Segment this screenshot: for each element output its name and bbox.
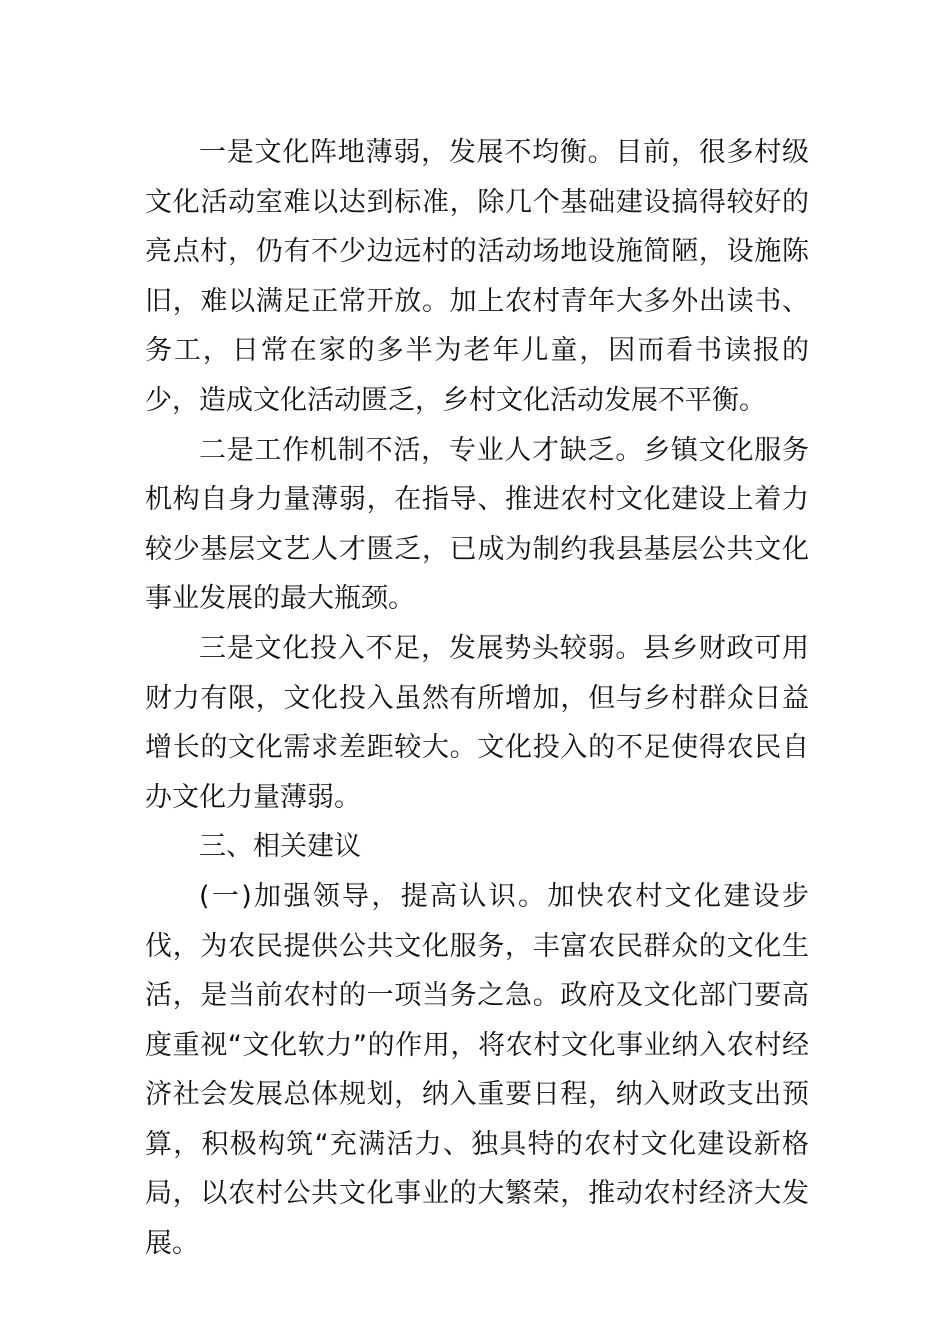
section-heading-suggestions: 三、相关建议 xyxy=(199,831,361,863)
paragraph-work-mechanism: 二是工作机制不活，专业人才缺乏。乡镇文化服务机构自身力量薄弱，在指导、推进农村文化建设上着力较少基层文艺人才匮乏，已成为制约我县基层公共文化事业发展的最大瓶颈。 xyxy=(145,434,809,615)
paragraph-strengthen-leadership: (一)加强领导，提高认识。加快农村文化建设步伐，为农民提供公共文化服务，丰富农民群众的文化生活，是当前农村的一项当务之急。政府及文化部门要高度重视“文化软力”的作用，将农村文化事业纳入农村经济社会发展总体规划，纳入重要日程，纳入财政支出预算，积极构筑“充满活力、独具特的农村文化建设新格局，以农村公共文化事业的大繁荣，推动农村经济大发展。 xyxy=(145,880,809,1260)
paragraph-cultural-facilities: 一是文化阵地薄弱，发展不均衡。目前，很多村级文化活动室难以达到标准，除几个基础建设搞得较好的亮点村，仍有不少边远村的活动场地设施简陋，设施陈旧，难以满足正常开放。加上农村青年大多外出读书、务工，日常在家的多半为老年儿童，因而看书读报的少，造成文化活动匮乏，乡村文化活动发展不平衡。 xyxy=(145,137,809,416)
document-body xyxy=(145,128,809,1269)
paragraph-cultural-investment: 三是文化投入不足，发展势头较弱。县乡财政可用财力有限，文化投入虽然有所增加，但与乡村群众日益增长的文化需求差距较大。文化投入的不足使得农民自办文化力量薄弱。 xyxy=(145,632,809,813)
